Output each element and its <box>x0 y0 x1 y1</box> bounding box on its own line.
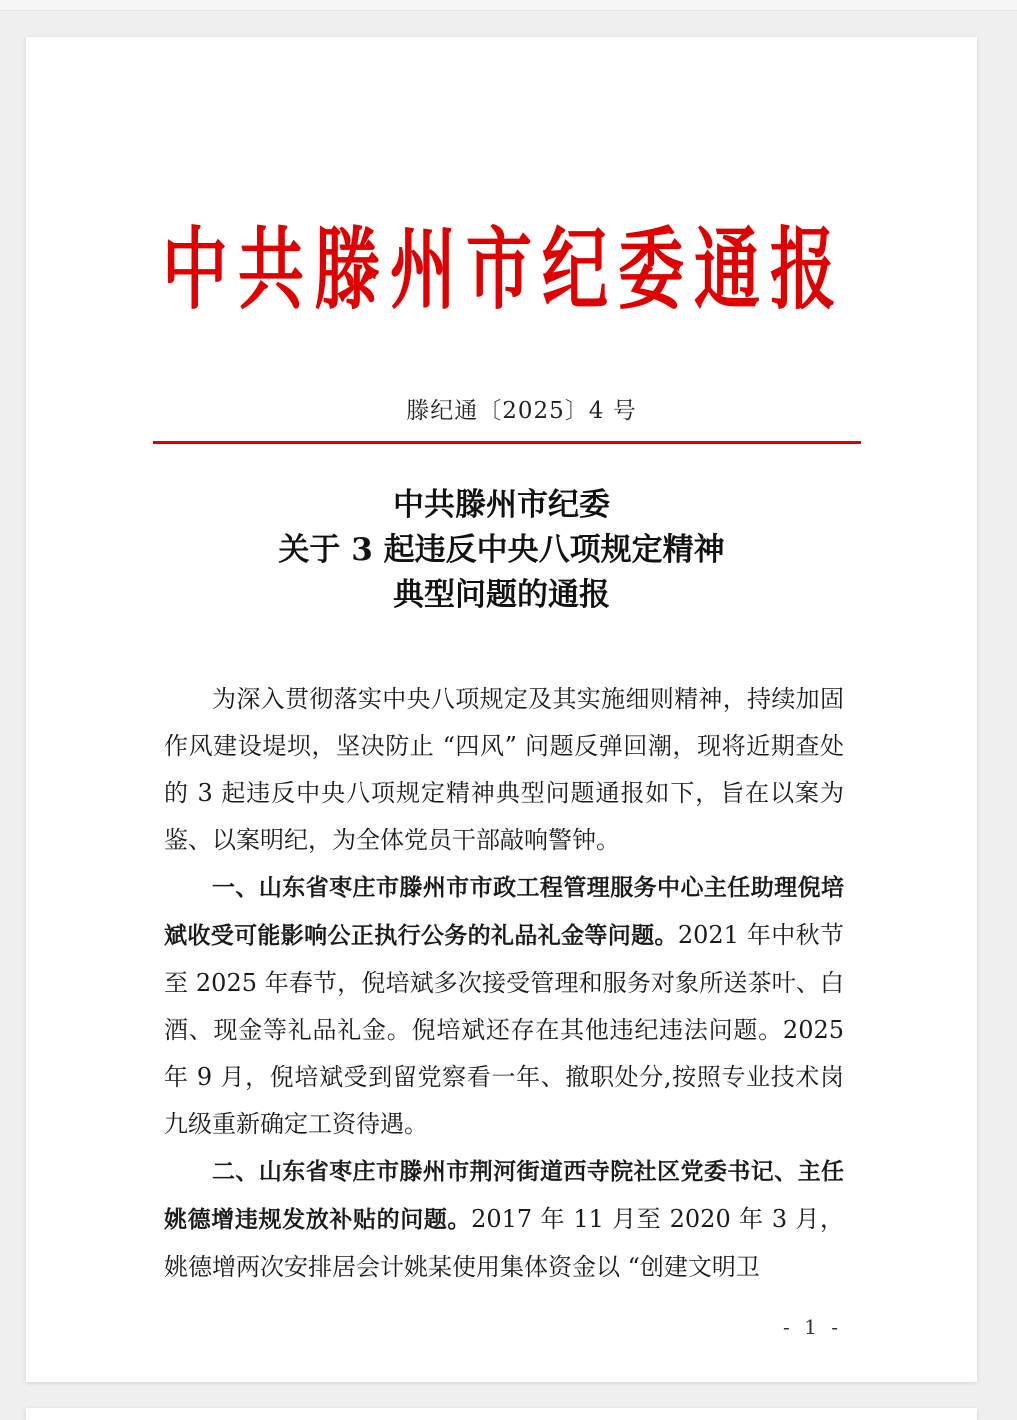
case-2-paragraph <box>164 1148 844 1291</box>
case-1-heading: 一、山东省枣庄市滕州市市政工程管理服务中心主任助理倪培斌收受可能影响公正执行公务的礼品礼金等问题。 <box>164 875 844 949</box>
case-2-heading: 二、山东省枣庄市滕州市荆河街道西寺院社区党委书记、主任姚德增违规发放补贴的问题。 <box>164 1159 844 1233</box>
masthead-char: 中 <box>162 216 228 323</box>
masthead-char: 委 <box>618 216 684 323</box>
case-2-text: 2017 年 11 月至 2020 年 3 月，姚德增两次安排居会计姚某使用集体资金以 “创建文明卫 <box>164 1205 844 1281</box>
document-number: 滕纪通〔2025〕4 号 <box>406 398 637 424</box>
masthead-char: 州 <box>390 216 456 323</box>
masthead <box>26 216 977 325</box>
title-line-3: 典型问题的通报 <box>393 577 610 613</box>
document-title <box>26 483 977 618</box>
masthead-char: 报 <box>770 216 836 323</box>
next-document-page <box>26 1408 977 1420</box>
document-body <box>164 676 844 1291</box>
masthead-char: 纪 <box>542 216 608 323</box>
case-1-paragraph <box>164 864 844 1148</box>
document-page <box>26 37 977 1382</box>
masthead-char: 市 <box>466 216 532 323</box>
title-line-1: 中共滕州市纪委 <box>393 487 610 523</box>
viewer-top-edge <box>0 0 1017 11</box>
masthead-char: 共 <box>238 216 304 323</box>
masthead-char: 滕 <box>314 216 380 323</box>
title-line-2: 关于 3 起违反中央八项规定精神 <box>278 532 725 568</box>
page-number: - 1 - <box>783 1315 842 1339</box>
intro-paragraph: 为深入贯彻落实中央八项规定及其实施细则精神，持续加固作风建设堤坝，坚决防止 “四风” 问题反弹回潮，现将近期查处的 3 起违反中央八项规定精神典型问题通报如下，旨在以案为鉴、以案明纪，为全体党员干部敲响警钟。 <box>164 685 844 854</box>
masthead-char: 通 <box>694 216 760 323</box>
red-divider-line <box>153 441 861 444</box>
case-1-text: 2021 年中秋节至 2025 年春节，倪培斌多次接受管理和服务对象所送茶叶、白酒、现金等礼品礼金。倪培斌还存在其他违纪违法问题。2025 年 9 月，倪培斌受到留党察看一年、撤职处分,按照专业技术岗九级重新确定工资待遇。 <box>164 921 844 1138</box>
